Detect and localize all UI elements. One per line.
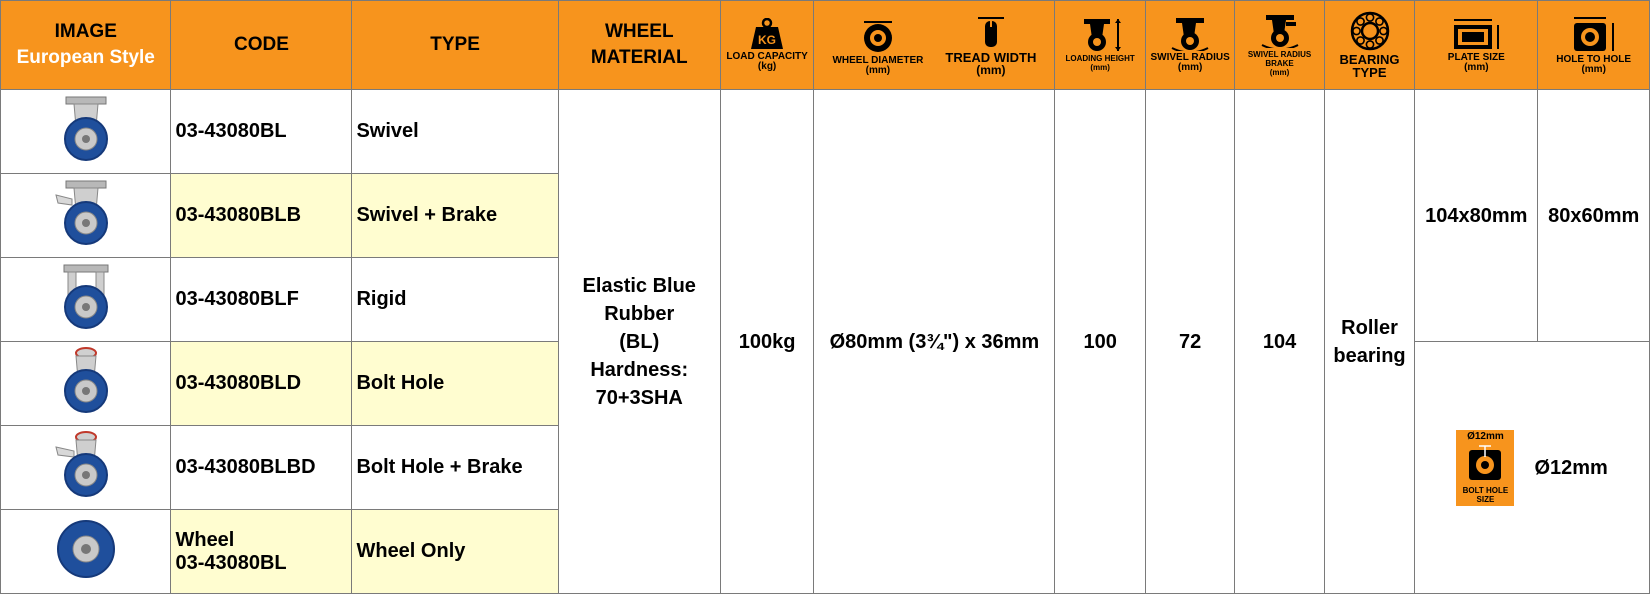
load-capacity-cell: 100kg	[720, 90, 814, 594]
swivel-radius-brake-cell: 104	[1235, 90, 1324, 594]
bolt-hole-size-icon	[1456, 430, 1514, 506]
tread-width-icon	[974, 15, 1008, 49]
bolt-hole-icon-bottom-label: BOLT HOLE SIZE	[1462, 485, 1509, 504]
bolt-hole-icon-top-label: Ø12mm	[1467, 430, 1504, 442]
swivel-radius-brake-icon	[1260, 14, 1300, 48]
weight-icon	[750, 18, 784, 50]
plate-size-icon	[1448, 17, 1504, 51]
material-line: 70+3SHA	[595, 386, 683, 409]
header-plate-size-label: PLATE SIZE	[1447, 52, 1505, 63]
header-load-capacity-label: LOAD CAPACITY	[726, 51, 808, 62]
type-cell: Swivel + Brake	[352, 174, 558, 258]
code-cell: 03-43080BLD	[171, 342, 352, 426]
header-plate-size-unit: (mm)	[1464, 62, 1489, 73]
plate-size-cell: 104x80mm	[1415, 90, 1538, 342]
header-hole-to-hole	[1538, 1, 1650, 90]
code-line: Wheel	[175, 528, 235, 551]
header-swivel-radius	[1145, 1, 1234, 90]
header-swivel-radius-brake-unit: (mm)	[1269, 67, 1290, 77]
header-wheel-diameter-unit: (mm)	[865, 64, 891, 76]
table-row	[1, 90, 1650, 174]
bolt-hole-value: Ø12mm	[1534, 456, 1608, 479]
bearing-icon	[1350, 11, 1390, 51]
header-swivel-radius-label: SWIVEL RADIUS	[1150, 52, 1230, 63]
loading-height-icon	[1078, 18, 1122, 52]
code-cell	[171, 510, 352, 594]
hole-to-hole-cell: 80x60mm	[1538, 90, 1650, 342]
header-hole-to-hole-label: HOLE TO HOLE	[1556, 54, 1632, 65]
header-hole-to-hole-unit: (mm)	[1581, 64, 1606, 75]
bolt-hole-drawing	[1465, 444, 1505, 482]
code-cell: 03-43080BLB	[171, 174, 352, 258]
material-line: (BL)	[619, 330, 660, 353]
loading-height-cell: 100	[1055, 90, 1146, 594]
header-bearing-type-label: BEARING TYPE	[1339, 52, 1400, 80]
type-cell: Bolt Hole + Brake	[352, 426, 558, 510]
header-swivel-radius-brake	[1235, 1, 1324, 90]
header-tread-width-label: TREAD WIDTH	[945, 49, 1037, 65]
wheel-size-cell: Ø80mm (3¾") x 36mm	[814, 90, 1055, 594]
header-swivel-radius-unit: (mm)	[1177, 62, 1203, 73]
material-line: Hardness:	[590, 358, 689, 381]
product-image-cell	[1, 174, 171, 258]
header-swivel-radius-brake-label: SWIVEL RADIUS BRAKE	[1247, 49, 1312, 68]
header-load-capacity-unit: (kg)	[757, 61, 777, 72]
type-cell: Rigid	[352, 258, 558, 342]
material-line: Rubber	[604, 302, 675, 325]
header-loading-height	[1055, 1, 1146, 90]
header-wheel-diameter-label: WHEEL DIAMETER	[832, 54, 924, 66]
product-image-cell	[1, 510, 171, 594]
code-cell: 03-43080BLF	[171, 258, 352, 342]
header-row	[1, 1, 1650, 90]
bolt-hole-caster-image	[56, 345, 116, 417]
header-loading-height-label: LOADING HEIGHT	[1065, 54, 1135, 63]
bearing-type-cell	[1324, 90, 1415, 594]
rigid-caster-image	[56, 261, 116, 333]
product-image-cell	[1, 426, 171, 510]
swivel-caster-image	[56, 93, 116, 165]
header-load-capacity	[720, 1, 814, 90]
header-tread-width-unit: (mm)	[976, 62, 1006, 77]
wheel-material-cell	[558, 90, 720, 594]
header-image-subtitle: European Style	[16, 47, 155, 68]
product-image-cell	[1, 90, 171, 174]
hole-to-hole-icon	[1570, 15, 1618, 53]
product-image-cell	[1, 258, 171, 342]
swivel-brake-caster-image	[54, 177, 118, 249]
header-image	[1, 1, 171, 90]
bolt-hole-brake-caster-image	[54, 429, 118, 501]
type-cell: Bolt Hole	[352, 342, 558, 426]
bolt-hole-cell	[1415, 342, 1650, 594]
type-cell: Swivel	[352, 90, 558, 174]
code-line: 03-43080BL	[175, 551, 287, 574]
code-cell: 03-43080BL	[171, 90, 352, 174]
header-bearing-type	[1324, 1, 1415, 90]
header-plate-size	[1415, 1, 1538, 90]
material-line: Elastic Blue	[582, 274, 696, 297]
product-image-cell	[1, 342, 171, 426]
wheel-diameter-icon	[861, 20, 895, 54]
type-cell: Wheel Only	[352, 510, 558, 594]
header-loading-height-unit: (mm)	[1090, 63, 1110, 72]
header-type: TYPE	[352, 1, 558, 90]
weight-icon-text: KG	[758, 33, 777, 47]
header-code: CODE	[171, 1, 352, 90]
swivel-radius-cell: 72	[1145, 90, 1234, 594]
bearing-line: Roller	[1341, 316, 1398, 339]
header-wheel-size	[814, 1, 1055, 90]
wheel-only-image	[56, 517, 116, 581]
header-wheel-material: WHEEL MATERIAL	[558, 1, 720, 90]
header-image-label: IMAGE	[54, 21, 117, 42]
swivel-radius-icon	[1170, 17, 1210, 51]
bearing-line: bearing	[1333, 344, 1406, 367]
code-cell: 03-43080BLBD	[171, 426, 352, 510]
